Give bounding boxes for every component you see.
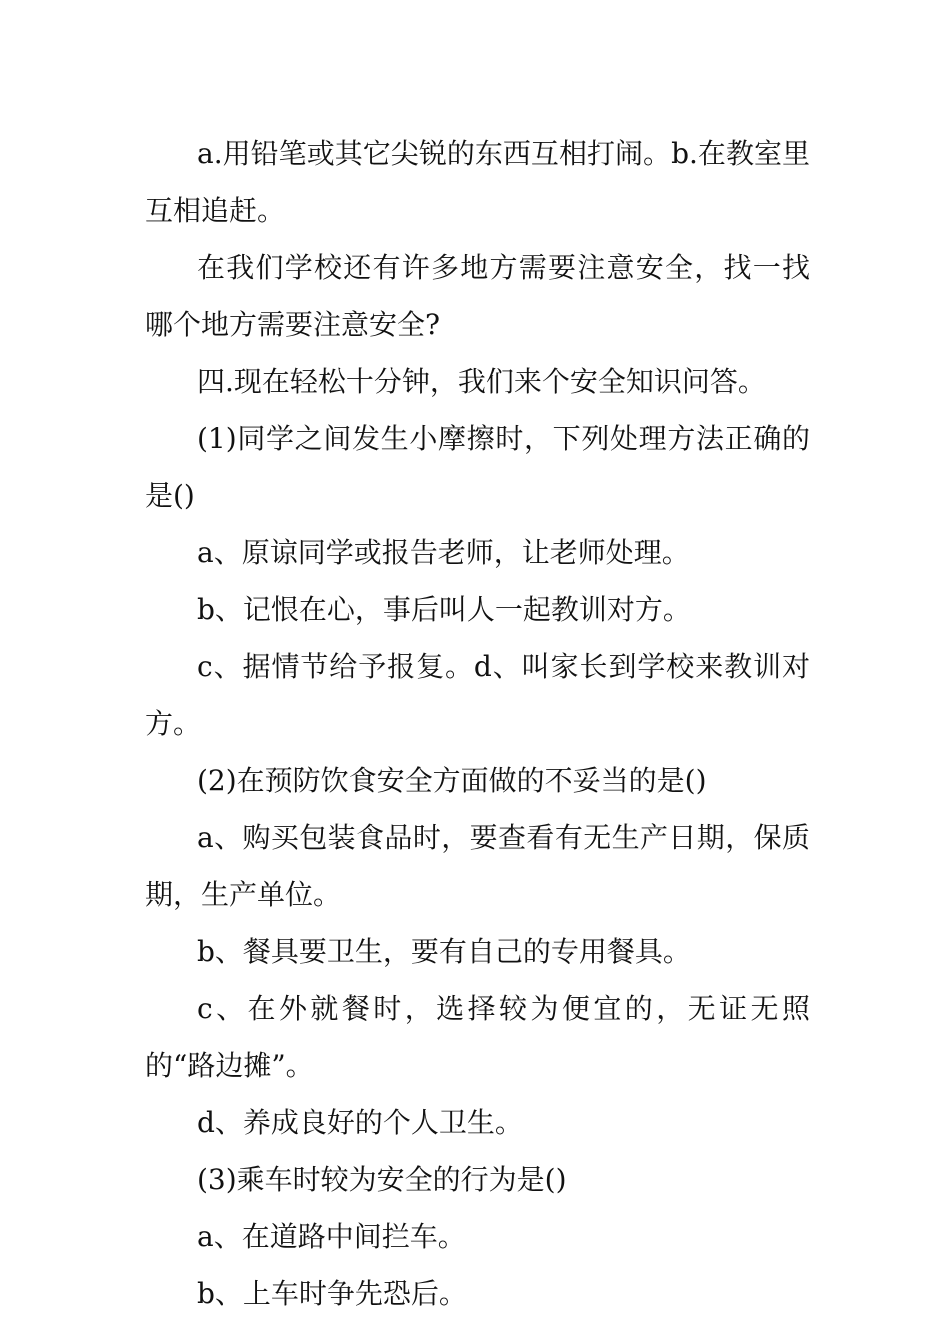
question-1-option-a: a、原谅同学或报告老师，让老师处理。 (197, 536, 690, 569)
section-heading: 四.现在轻松十分钟，我们来个安全知识问答。 (197, 365, 766, 398)
paragraph-2: 在我们学校还有许多地方需要注意安全，找一找哪个地方需要注意安全? (145, 251, 810, 341)
document-body (145, 125, 810, 1322)
paragraph-1: a.用铅笔或其它尖锐的东西互相打闹。b.在教室里互相追赶。 (145, 137, 810, 227)
question-2-option-d: d、养成良好的个人卫生。 (197, 1106, 523, 1139)
question-1-option-b: b、记恨在心，事后叫人一起教训对方。 (197, 593, 691, 626)
question-3-option-b: b、上车时争先恐后。 (197, 1277, 467, 1310)
question-1: (1)同学之间发生小摩擦时，下列处理方法正确的是() (145, 422, 810, 512)
question-2-option-a: a、购买包装食品时，要查看有无生产日期，保质期，生产单位。 (145, 821, 810, 911)
question-2-option-c: c、在外就餐时，选择较为便宜的，无证无照的“路边摊”。 (145, 992, 810, 1082)
question-3-option-a: a、在道路中间拦车。 (197, 1220, 466, 1253)
question-3: (3)乘车时较为安全的行为是() (197, 1163, 567, 1196)
question-2: (2)在预防饮食安全方面做的不妥当的是() (197, 764, 707, 797)
question-2-option-b: b、餐具要卫生，要有自己的专用餐具。 (197, 935, 691, 968)
question-1-option-cd: c、据情节给予报复。d、叫家长到学校来教训对方。 (145, 650, 810, 740)
